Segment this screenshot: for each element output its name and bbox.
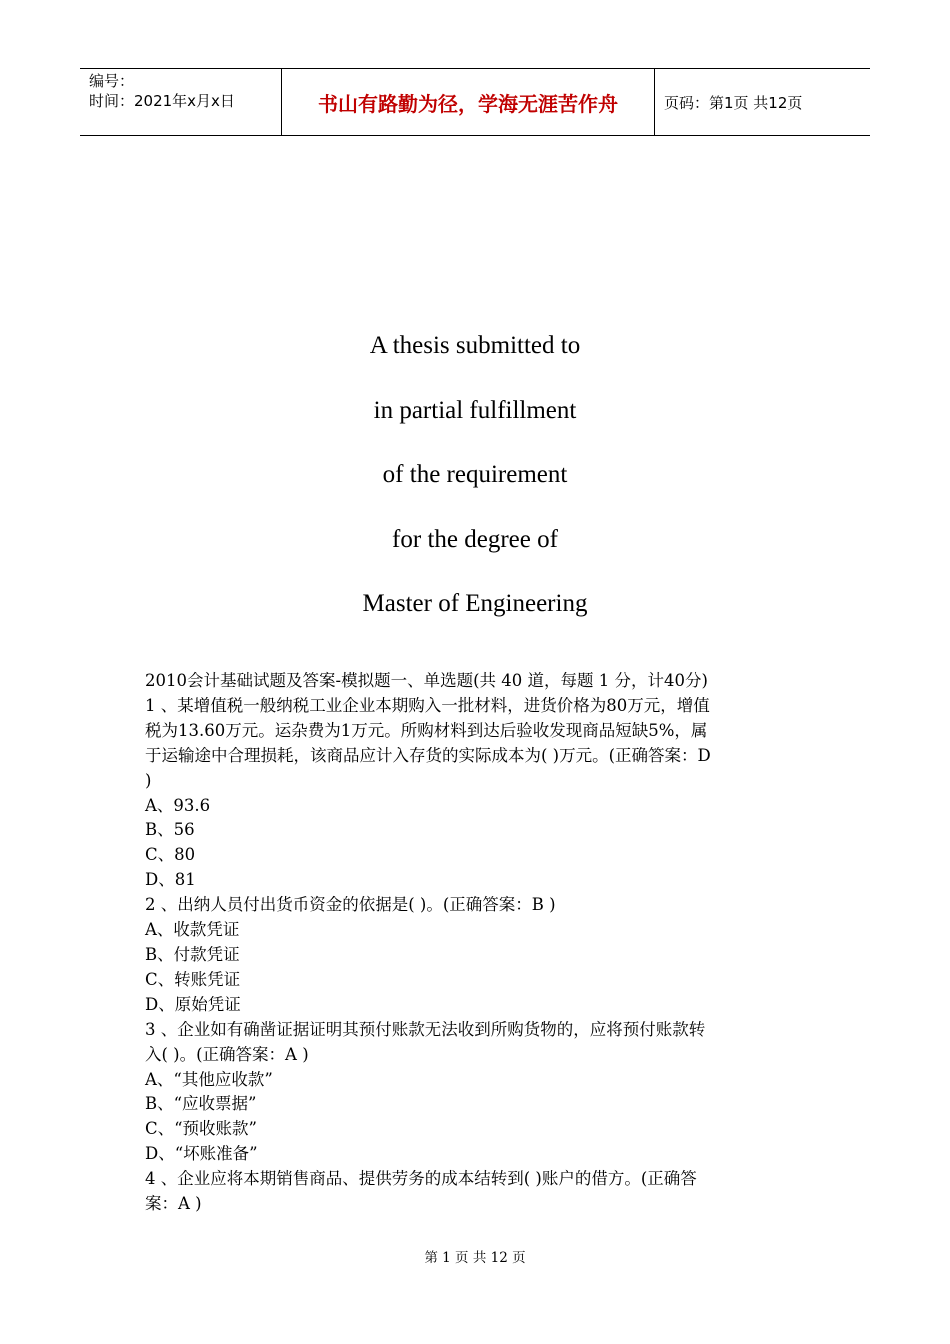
header-right-cell — [655, 69, 870, 135]
body-line: 税为13.60万元。运杂费为1万元。所购材料到达后验收发现商品短缺5%，属 — [145, 720, 708, 740]
header-middle-cell — [281, 69, 655, 135]
body-line: 2 、出纳人员付出货币资金的依据是( )。(正确答案：B ) — [145, 895, 556, 915]
title-line: in partial fulfillment — [373, 396, 577, 424]
title-line: Master of Engineering — [362, 590, 588, 617]
body-line: C、80 — [145, 845, 196, 865]
body-line: D、81 — [145, 870, 196, 890]
page-footer: 第 1 页 共 12 页 — [424, 1250, 526, 1266]
header-table — [80, 68, 870, 136]
title-line: for the degree of — [392, 525, 558, 553]
page-info: 页码：第1页 共12页 — [664, 93, 803, 112]
body-line: A、93.6 — [145, 795, 211, 815]
body-line: 入( )。(正确答案：A ) — [145, 1044, 309, 1064]
body-line: A、“其他应收款” — [145, 1069, 273, 1089]
body-line: B、付款凭证 — [145, 944, 240, 964]
body-line: A、收款凭证 — [145, 920, 240, 940]
body-line: 于运输途中合理损耗，该商品应计入存货的实际成本为( )万元。(正确答案：D — [145, 745, 711, 765]
motto: 书山有路勤为径，学海无涯苦作舟 — [318, 91, 618, 116]
body-line: 4 、企业应将本期销售商品、提供劳务的成本结转到( )账户的借方。(正确答 — [145, 1169, 697, 1189]
time-label: 时间：2021年x月x日 — [89, 92, 235, 110]
body-line: B、56 — [145, 820, 195, 840]
body-line: 案：A ) — [145, 1194, 202, 1214]
body-line: B、“应收票据” — [145, 1094, 257, 1114]
title-line: of the requirement — [382, 461, 568, 488]
exam-body-text — [145, 669, 810, 1217]
body-line: D、原始凭证 — [145, 994, 241, 1014]
body-line: 2010会计基础试题及答案-模拟题一、单选题(共 40 道，每题 1 分，计40分) — [145, 671, 708, 690]
body-line: D、“坏账准备” — [145, 1144, 258, 1164]
body-line: 1 、某增值税一般纳税工业企业本期购入一批材料，进货价格为80万元，增值 — [145, 695, 710, 715]
body-line: 3 、企业如有确凿证据证明其预付账款无法收到所购货物的，应将预付账款转 — [145, 1019, 706, 1039]
header-left-cell — [80, 69, 281, 135]
body-line: ) — [145, 770, 152, 790]
title-line: A thesis submitted to — [369, 332, 581, 359]
body-line: C、转账凭证 — [145, 969, 241, 989]
body-line: C、“预收账款” — [145, 1119, 257, 1139]
number-label: 编号： — [89, 72, 135, 90]
thesis-title-block — [0, 326, 950, 649]
